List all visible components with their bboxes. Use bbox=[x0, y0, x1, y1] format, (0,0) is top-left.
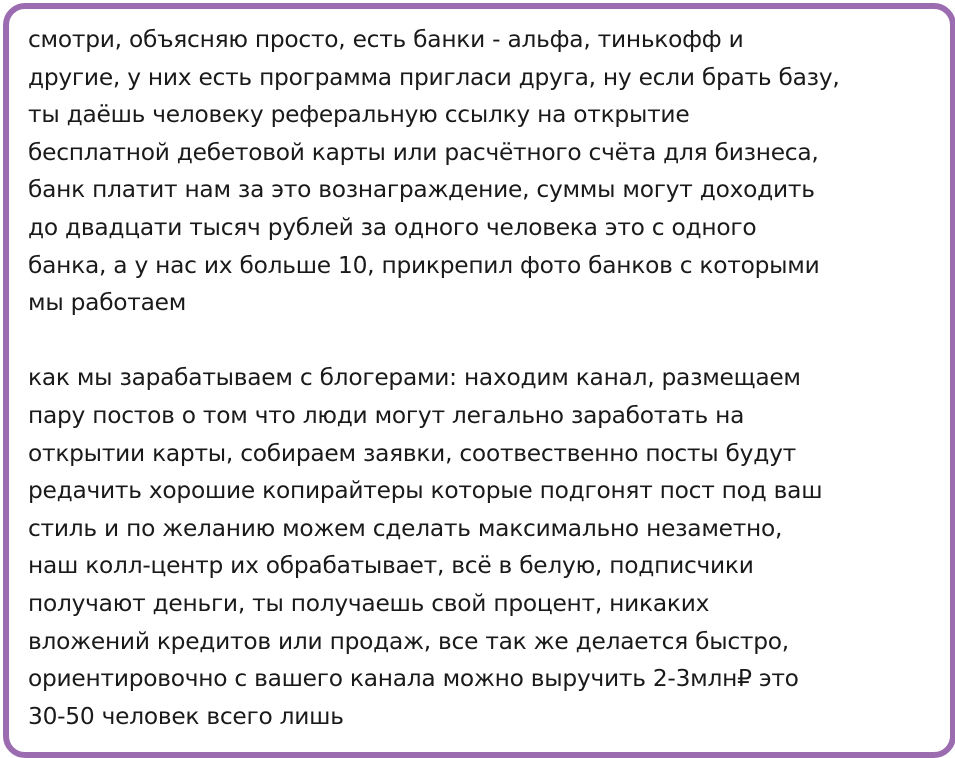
text-line: до двадцати тысяч рублей за одного человека это с одного bbox=[28, 213, 757, 241]
paragraph-1 bbox=[28, 21, 940, 322]
text-line: ориентировочно с вашего канала можно выручить 2-3млн₽ это bbox=[28, 665, 799, 693]
paragraph-gap bbox=[28, 322, 940, 360]
text-line: ты даёшь человеку реферальную ссылку на открытие bbox=[28, 101, 690, 129]
text-line: пару постов о том что люди могут легально заработать на bbox=[28, 401, 745, 429]
paragraph-2 bbox=[28, 359, 940, 735]
message-card bbox=[3, 3, 955, 758]
text-line: стиль и по желанию можем сделать максимально незаметно, bbox=[28, 514, 783, 542]
text-line: получают деньги, ты получаешь свой процент, никаких bbox=[28, 589, 710, 617]
text-line: наш колл-центр их обрабатывает, всё в белую, подписчики bbox=[28, 552, 754, 580]
text-line: банк платит нам за это вознаграждение, суммы могут доходить bbox=[28, 176, 815, 204]
text-line: открытии карты, собираем заявки, соотвественно посты будут bbox=[28, 439, 796, 467]
message-text bbox=[28, 21, 940, 735]
text-line: 30-50 человек всего лишь bbox=[28, 702, 344, 730]
text-line: смотри, объясняю просто, есть банки - альфа, тинькофф и bbox=[28, 26, 744, 53]
text-line: другие, у них есть программа пригласи друга, ну если брать базу, bbox=[28, 63, 840, 91]
text-line: бесплатной дебетовой карты или расчётного счёта для бизнеса, bbox=[28, 138, 819, 166]
text-line: как мы зарабатываем с блогерами: находим канал, размещаем bbox=[28, 364, 801, 392]
text-line: мы работаем bbox=[28, 289, 187, 317]
text-line: вложений кредитов или продаж, все так же делается быстро, bbox=[28, 627, 789, 655]
text-line: редачить хорошие копирайтеры которые подгонят пост под ваш bbox=[28, 477, 823, 505]
text-line: банка, а у нас их больше 10, прикрепил фото банков с которыми bbox=[28, 251, 820, 279]
